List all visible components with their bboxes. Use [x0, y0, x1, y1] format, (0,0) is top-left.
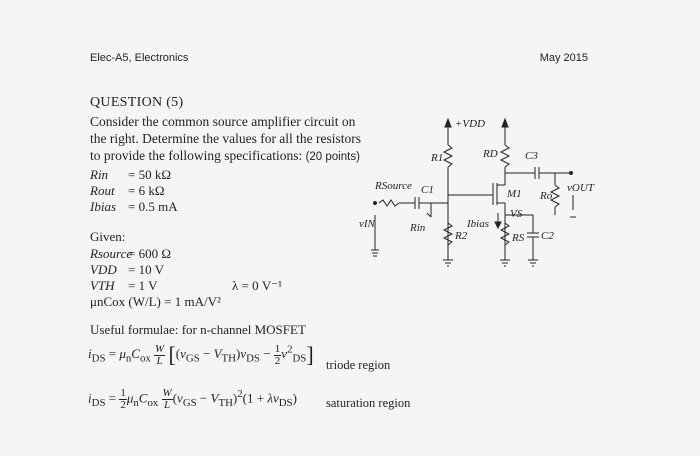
spec-symbol: Ibias — [90, 199, 116, 214]
intro-line-2: the right. Determine the values for all the resistors — [90, 131, 362, 146]
label-rin: Rin — [410, 222, 426, 234]
intro-line-1: Consider the common source amplifier circuit on — [90, 114, 356, 129]
label-m1: M1 — [507, 188, 522, 200]
label-r1: R1 — [431, 152, 444, 164]
label-vs: VS — [510, 208, 523, 220]
date-header: May 2015 — [539, 52, 588, 64]
label-vdd: +VDD — [455, 118, 486, 130]
spec-value: = 50 kΩ — [128, 167, 171, 182]
given-rsource — [90, 246, 171, 262]
given-value: = 10 V — [128, 262, 164, 277]
spec-value: = 0.5 mA — [128, 199, 178, 214]
label-c2: C2 — [541, 230, 554, 242]
label-rd: RD — [483, 148, 498, 160]
label-c3: C3 — [525, 150, 538, 162]
label-ibias: Ibias — [467, 218, 489, 230]
spec-rin — [90, 167, 171, 183]
given-mucox: μnCox (W/L) = 1 mA/V² — [90, 294, 221, 309]
course-header: Elec-A5, Electronics — [90, 52, 189, 64]
label-vout: vOUT — [567, 182, 594, 194]
spec-ibias — [90, 199, 178, 215]
label-vin: vIN — [359, 218, 375, 230]
spec-symbol: Rin — [90, 167, 109, 182]
given-symbol: VDD — [90, 262, 117, 277]
triode-region-label: triode region — [326, 358, 391, 372]
points-label: (20 points) — [305, 151, 360, 163]
intro-line-3-text: to provide the following specifications: — [90, 148, 303, 163]
spec-symbol: Rout — [90, 183, 115, 198]
given-title: Given: — [90, 229, 126, 244]
intro-line-3 — [90, 147, 380, 166]
triode-equation: $i_{DS} = \mu_nC_{ox}$ $\frac{W}{L}$ [$(v_{GS} - V_{TH})v_{DS}$ − $\frac{1}{2}$ $v^2_{DS}$] — [88, 342, 314, 367]
given-value: = 600 Ω — [128, 246, 171, 261]
given-value: = 1 V — [128, 278, 158, 293]
label-rsource: RSource — [375, 180, 412, 192]
spec-value: = 6 kΩ — [128, 183, 165, 198]
saturation-equation: $i_{DS}$ = $\frac{1}{2}$ $\mu_nC_{ox}$ $\frac{W}{L}$ $(v_{GS} - V_{TH})^2(1 + \lambda v_{DS})$ — [88, 387, 297, 411]
question-title: QUESTION (5) — [90, 95, 184, 110]
given-lambda: λ = 0 V⁻¹ — [232, 278, 283, 293]
question-intro — [90, 113, 380, 166]
given-symbol: VTH — [90, 278, 115, 293]
spec-rout — [90, 183, 165, 199]
given-vdd — [90, 262, 164, 278]
amplifier-circuit — [355, 105, 595, 275]
label-c1: C1 — [421, 184, 434, 196]
label-r2: R2 — [455, 230, 468, 242]
given-symbol: Rsource — [90, 246, 133, 261]
useful-formulae-label: Useful formulae: for n-channel MOSFET — [90, 322, 306, 337]
given-vth — [90, 278, 158, 294]
label-rs: RS — [512, 232, 525, 244]
label-ro: Ro — [540, 190, 553, 202]
saturation-region-label: saturation region — [326, 396, 411, 410]
